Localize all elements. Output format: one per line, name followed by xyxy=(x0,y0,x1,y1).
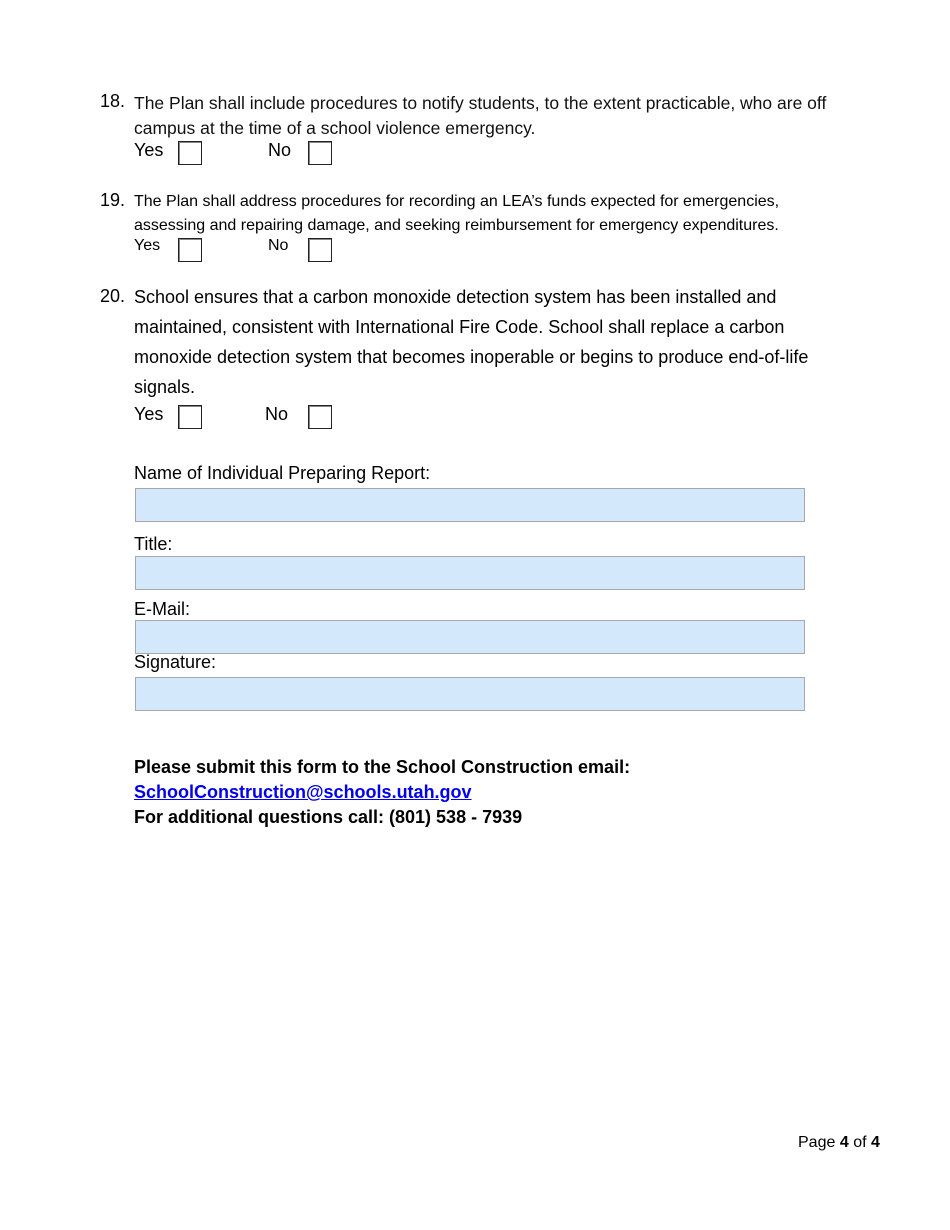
email-field-label: E-Mail: xyxy=(134,599,191,619)
question-18-no-label: No xyxy=(268,140,292,160)
question-18-number: 18. xyxy=(100,91,126,111)
signature-field-label: Signature: xyxy=(134,652,217,672)
signature-input[interactable] xyxy=(135,677,805,711)
name-field-label: Name of Individual Preparing Report: xyxy=(134,463,431,483)
question-18-no-checkbox[interactable] xyxy=(308,141,332,165)
name-input[interactable] xyxy=(135,488,805,522)
question-20-yes-checkbox[interactable] xyxy=(178,405,202,429)
question-18-yes-checkbox[interactable] xyxy=(178,141,202,165)
question-19-yes-checkbox[interactable] xyxy=(178,238,202,262)
question-20-text: School ensures that a carbon monoxide detection system has been installed and maintained, consistent with International Fire Code. School shall replace a carbon monoxide detection system that becomes inoperable or begins to produce end-of-life signals. xyxy=(134,287,809,397)
question-19-number: 19. xyxy=(100,190,126,210)
email-input[interactable] xyxy=(135,620,805,654)
current-page: 4 xyxy=(839,1134,849,1151)
question-19-no-label: No xyxy=(268,237,289,254)
question-20-number: 20. xyxy=(100,286,126,306)
question-19-text: The Plan shall address procedures for recording an LEA’s funds expected for emergencies, assessing and repairing damage, and seeking reimbursement for emergency expenditures. xyxy=(134,193,780,234)
question-20-no-label: No xyxy=(265,404,289,424)
page-of: of xyxy=(853,1134,867,1151)
total-pages: 4 xyxy=(870,1134,880,1151)
submission-email-link[interactable]: SchoolConstruction@schools.utah.gov xyxy=(134,782,472,802)
question-19-no-checkbox[interactable] xyxy=(308,238,332,262)
submission-instruction: Please submit this form to the School Construction email: xyxy=(134,757,631,777)
question-18-text: The Plan shall include procedures to notify students, to the extent practicable, who are off campus at the time of a school violence emergency. xyxy=(134,93,827,138)
title-field-label: Title: xyxy=(134,534,173,554)
question-20-no-checkbox[interactable] xyxy=(308,405,332,429)
question-18-yes-label: Yes xyxy=(134,140,164,160)
page-prefix: Page xyxy=(798,1134,836,1151)
title-input[interactable] xyxy=(135,556,805,590)
question-19-yes-label: Yes xyxy=(134,237,161,254)
question-20-yes-label: Yes xyxy=(134,404,164,424)
submission-phone: For additional questions call: (801) 538 - 7939 xyxy=(134,807,523,827)
page-number xyxy=(798,1134,880,1152)
